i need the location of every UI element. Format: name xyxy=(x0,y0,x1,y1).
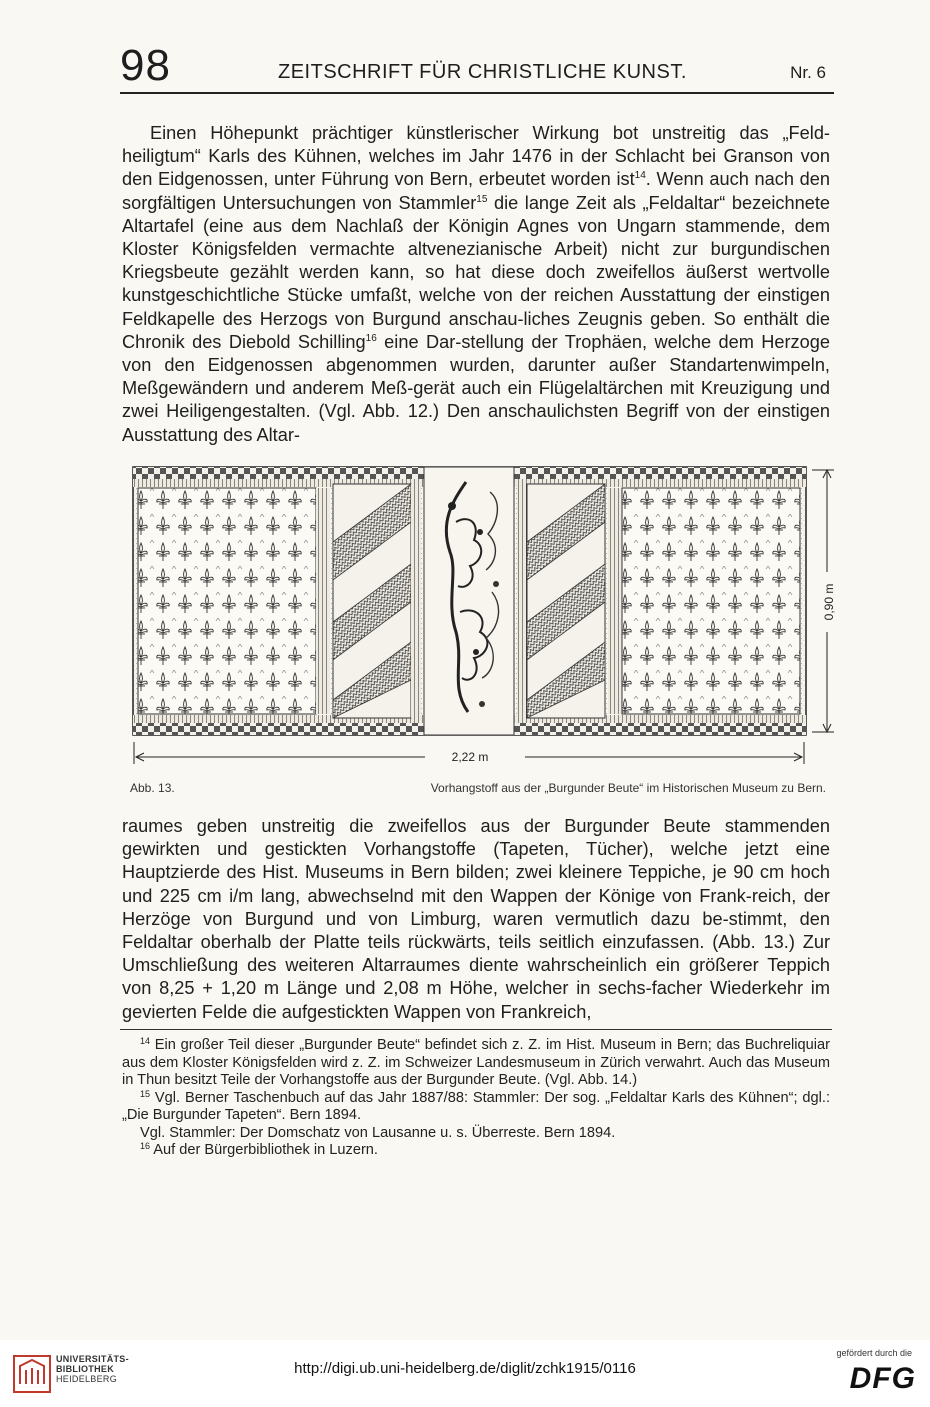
footnote-16 xyxy=(122,1142,830,1160)
footnote-number: 14 xyxy=(140,1036,151,1046)
dfg-logo: DFG xyxy=(849,1362,916,1395)
figure-caption xyxy=(130,779,826,797)
tapestry-illustration xyxy=(130,462,840,772)
fleur-de-lis-field-left xyxy=(138,488,316,714)
footnotes xyxy=(122,1037,830,1160)
caption-label: Abb. 13. xyxy=(130,781,175,795)
library-name-line: BIBLIOTHEK xyxy=(56,1364,114,1374)
width-label: 2,22 m xyxy=(451,750,489,764)
lion-panel xyxy=(424,467,514,735)
library-name-line: UNIVERSITÄTS- xyxy=(56,1354,129,1364)
funding-note: gefördert durch die xyxy=(836,1348,912,1358)
footnote-ref-16[interactable]: 16 xyxy=(365,332,377,344)
paragraph-1-text: die lange Zeit als „Feldaltar“ bezeichnete Altartafel (eine aus dem Nachlaß der Königin Agnes von Ungarn stammende, dem Kloster Königsfelden vermachte altvenezianische Arbeit) nicht zur burgundischen Kriegsbeute gezählt werden kann, so hat diese doch zweifellos äußerst wertvolle kunstgeschichtliche Stücke umfaßt, welche von der reichen Ausstattung der einstigen Feldkapelle des Herzogs von Burgund anschau-liches Zeugnis geben. So enthält die Chronik des Diebold Schilling xyxy=(122,192,830,352)
fleur-de-lis-field-right xyxy=(622,488,800,714)
viewer-footer xyxy=(0,1340,930,1407)
footnote-15 xyxy=(122,1090,830,1125)
footnote-14 xyxy=(122,1037,830,1090)
stripe-band-right xyxy=(608,488,622,714)
paragraph-1-text: . Wenn auch nach den sorgfältigen Untersuchungen von Stammler xyxy=(122,169,830,213)
paragraph-1-text: eine Dar-stellung der Trophäen, welche dem Herzoge von den Eidgenossen abgenommen wurden, darunter außer Standartenwimpeln, Meßgewändern und anderem Meß-gerät auch ein Flügelaltärchen mit Kreuzigung und zwei Heiligengestalten. (Vgl. Abb. 12.) Den anschaulichsten Begriff von der einstigen Ausstattung des Altar- xyxy=(122,331,830,445)
footnote-ref-15[interactable]: 15 xyxy=(476,193,488,205)
footnote-text: Ein großer Teil dieser „Burgunder Beute“ befindet sich z. Z. im Hist. Museum in Bern; das Buchreliquiar aus dem Kloster Königsfelden wird z. Z. im Schweizer Landesmuseum in Zürich verwahrt. Auch das Museum in Thun besitzt Teile der Vorhangstoffe aus der Burgunder Beute. (Vgl. Abb. 14.) xyxy=(122,1037,830,1088)
stripe-band-left xyxy=(316,488,330,714)
footnote-text: Auf der Bürgerbibliothek in Luzern. xyxy=(150,1142,378,1158)
permalink-url[interactable]: http://digi.ub.uni-heidelberg.de/diglit/zchk1915/0116 xyxy=(294,1360,636,1377)
footnote-text: Vgl. Berner Taschenbuch auf das Jahr 1887/88: Stammler: Der sog. „Feldaltar Karls des Kühnen“; dgl.: „Die Burgunder Tapeten“. Bern 1894. xyxy=(122,1089,830,1123)
footnote-number: 16 xyxy=(140,1141,151,1151)
footnote-15-continued xyxy=(122,1125,830,1143)
journal-title: ZEITSCHRIFT FÜR CHRISTLICHE KUNST. xyxy=(278,61,687,83)
running-header xyxy=(120,42,832,90)
header-rule xyxy=(120,92,834,94)
paragraph-1-text: Einen Höhepunkt prächtiger künstlerischer Wirkung bot unstreitig das „Feld-heiligtum“ Karls des Kühnen, welches im Jahr 1476 in der Schlacht bei Granson von den Eidgenossen, unter Führung von Bern, erbeutet worden ist xyxy=(122,123,830,190)
library-name-line: HEIDELBERG xyxy=(56,1374,118,1384)
page-number: 98 xyxy=(120,41,171,90)
height-label: 0,90 m xyxy=(822,583,836,621)
footnote-number: 15 xyxy=(140,1088,151,1099)
footnote-rule xyxy=(120,1029,832,1030)
issue-number: Nr. 6 xyxy=(790,63,826,82)
footnote-text: Vgl. Stammler: Der Domschatz von Lausanne u. s. Überreste. Bern 1894. xyxy=(140,1124,616,1141)
caption-text: Vorhangstoff aus der „Burgunder Beute“ im Historischen Museum zu Bern. xyxy=(430,781,826,795)
figure-tapestry xyxy=(130,462,840,772)
footnote-ref-14[interactable]: 14 xyxy=(634,170,646,182)
paragraph-1 xyxy=(122,122,830,447)
paragraph-2: raumes geben unstreitig die zweifellos aus der Burgunder Beute stammenden gewirkten und gestickten Vorhangstoffe (Tapeten, Tücher), welche jetzt eine Hauptzierde des Hist. Museums in Bern bilden; zwei kleinere Teppiche, je 90 cm hoch und 225 cm i/m lang, abwechselnd mit den Wappen der Könige von Frank-reich, der Herzöge von Burgund und von Limburg, waren vermutlich dazu be-stimmt, den Feldaltar oberhalb der Platte teils rückwärts, teils seitlich einzufassen. (Abb. 13.) Zur Umschließung des weiteren Altarraumes diente wahrscheinlich ein größerer Teppich von 8,25 + 1,20 m Länge und 2,08 m Höhe, welcher in sechs-facher Wiederkehr im gevierten Felde die aufgestickten Wappen von Frankreich, xyxy=(122,816,830,1022)
